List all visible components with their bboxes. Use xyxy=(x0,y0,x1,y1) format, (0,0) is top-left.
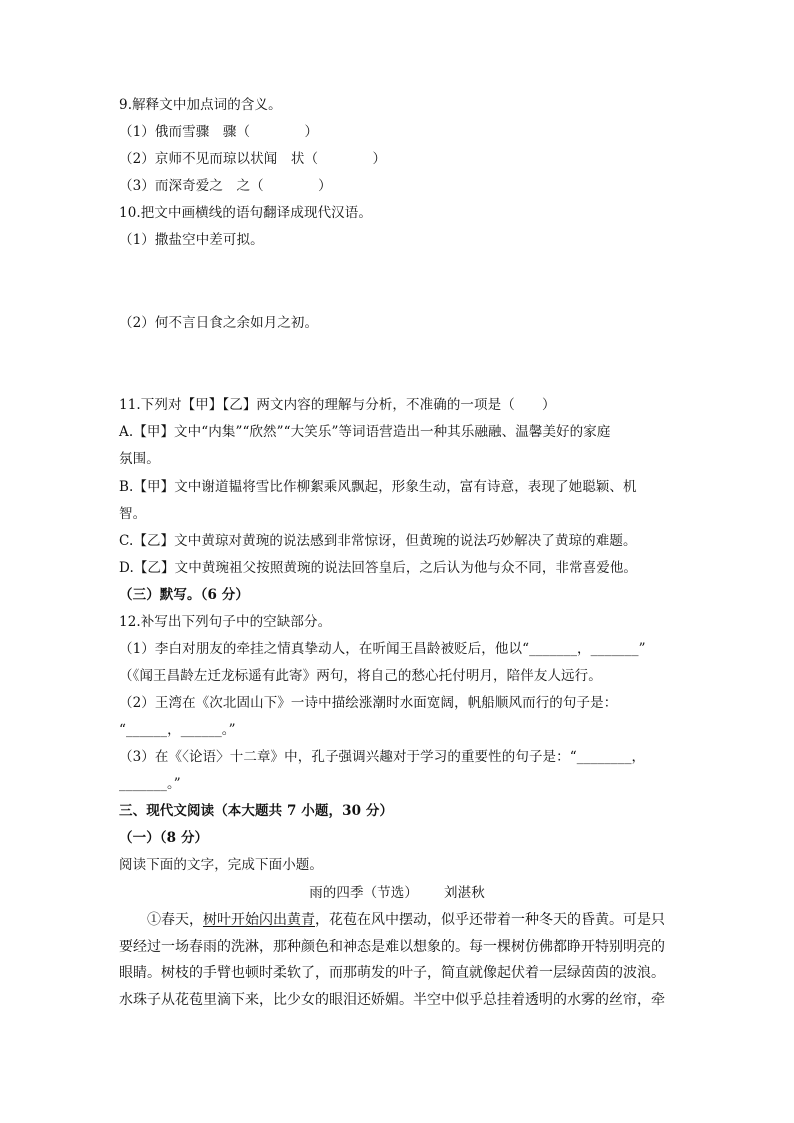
section-3-title: （三）默写。（6 分） xyxy=(119,587,249,603)
q12-item-2-line1: （2）王湾在《次北固山下》一诗中描绘涨潮时水面宽阔，帆船顺风而行的句子是： xyxy=(119,695,618,711)
q11-option-d: D.【乙】文中黄琬祖父按照黄琬的说法回答皇后，之后认为他与众不同，非常喜爱他。 xyxy=(119,560,638,576)
article-line-3: 眼睛。树枝的手臂也顿时柔软了，而那萌发的叶子，简直就像起伏着一层绿茵茵的波浪。 xyxy=(119,965,665,981)
q12-title: 12.补写出下列句子中的空缺部分。 xyxy=(119,614,332,630)
q9-item-1: （1）俄而雪骤 骤（ ） xyxy=(119,124,319,140)
article-title: 雨的四季（节选） xyxy=(309,885,418,901)
q12-item-3-line2: _______。” xyxy=(119,776,181,792)
underlined-phrase: 树叶开始闪出黄青 xyxy=(203,912,315,928)
q10-item-1: （1）撒盐空中差可拟。 xyxy=(119,232,264,248)
article-line-2: 要经过一场春雨的洗淋，那种颜色和神态是难以想象的。每一棵树仿佛都睁开特别明亮的 xyxy=(119,938,665,955)
q11-option-b-line2: 智。 xyxy=(119,506,147,522)
q9-title: 9.解释文中加点词的含义。 xyxy=(119,97,282,113)
q11-option-c: C.【乙】文中黄琼对黄琬的说法感到非常惊讶，但黄琬的说法巧妙解决了黄琼的难题。 xyxy=(119,533,637,549)
q11-option-a-line2: 氛围。 xyxy=(119,451,160,467)
article-author: 刘湛秋 xyxy=(444,885,485,901)
q10-title: 10.把文中画横线的语句翻译成现代汉语。 xyxy=(119,205,372,221)
article-paragraph xyxy=(119,907,675,1013)
q11-title: 11.下列对【甲】【乙】两文内容的理解与分析，不准确的一项是（ ） xyxy=(119,397,556,413)
part-3-subtitle: （一）（8 分） xyxy=(119,830,209,846)
article-line-1: ①春天，树叶开始闪出黄青，花苞在风中摆动，似乎还带着一种冬天的昏黄。可是只 xyxy=(147,912,665,928)
part-3-title: 三、现代文阅读（本大题共 7 小题，30 分） xyxy=(119,803,394,819)
q9-item-2: （2）京师不见而琼以状闻 状（ ） xyxy=(119,151,387,167)
q11-option-a-line1: A.【甲】文中“内集”“欣然”“大笑乐”等词语营造出一种其乐融融、温馨美好的家庭 xyxy=(119,424,611,440)
q12-item-3-line1: （3）在《〈论语〉十二章》中，孔子强调兴趣对于学习的重要性的句子是：“________， xyxy=(119,749,646,765)
article-heading xyxy=(0,884,794,902)
q10-item-2: （2）何不言日食之余如月之初。 xyxy=(119,315,319,331)
article-line-4: 水珠子从花苞里滴下来，比少女的眼泪还娇媚。半空中似乎总挂着透明的水雾的丝帘，牵 xyxy=(119,991,665,1008)
q12-item-1-line1: （1）李白对朋友的牵挂之情真挚动人，在听闻王昌龄被贬后，他以“_______，_______” xyxy=(119,641,646,657)
q9-item-3: （3）而深奇爱之 之（ ） xyxy=(119,178,332,194)
reading-instruction: 阅读下面的文字，完成下面小题。 xyxy=(119,857,323,873)
q12-item-2-line2: “______，______。” xyxy=(119,722,236,738)
q11-option-b-line1: B.【甲】文中谢道韫将雪比作柳絮乘风飘起，形象生动，富有诗意，表现了她聪颖、机 xyxy=(119,479,637,495)
q12-item-1-line2: （《闻王昌龄左迁龙标遥有此寄》两句，将自己的愁心托付明月，陪伴友人远行。 xyxy=(119,668,602,684)
